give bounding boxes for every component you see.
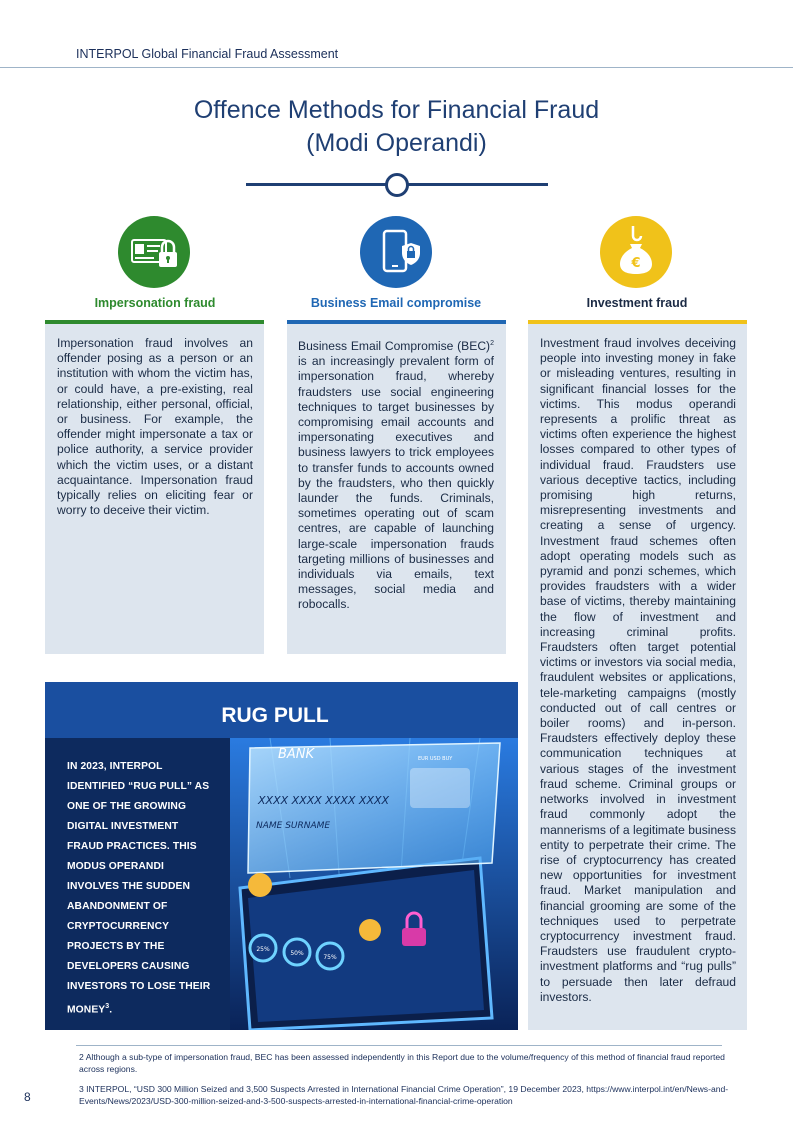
phone-shield-icon [360, 216, 432, 288]
page-title-line-2: (Modi Operandi) [306, 129, 487, 157]
bec-text-start: Business Email Compromise (BEC) [298, 339, 491, 354]
money-bag-hook-icon [600, 216, 672, 288]
card-number-text: XXXX XXXX XXXX XXXX [258, 794, 390, 807]
rug-pull-text-end: . [109, 1004, 113, 1016]
title-ornament-left [246, 183, 386, 186]
bec-text [298, 336, 494, 613]
coin-icon [248, 873, 272, 897]
footnote-ref-2: 2 [490, 340, 494, 347]
footnote-3: 3 INTERPOL, “USD 300 Million Seized and 3,500 Suspects Arrested in International Financial Crime Operation”, 19 December 2023, https://www.interpol.int/en/News-and-Events/News/2023/USD-300-million-seized-and-3-500-suspects-arrested-in-international-financial-crime-operation [79, 1084, 729, 1106]
phone-card-illustration [230, 738, 518, 1030]
id-card-lock-icon [118, 216, 190, 288]
dial-label-50: 50% [290, 950, 304, 957]
bec-text-rest: is an increasingly prevalent form of impersonation fraud, whereby fraudsters use social engineering techniques to target businesses by compromising email accounts and impersonating executives and business lawyers to trick employees to transfer funds to accounts owned by the fraudsters, who then quickly launder the funds. Criminals, sometimes operating out of scam centres, are capable of launching large-scale impersonation frauds targeting millions of businesses and individuals via emails, text messages, social media and robocalls. [298, 354, 494, 612]
title-ornament-right [405, 183, 548, 186]
dial-label-75: 75% [323, 954, 337, 961]
card-tag-text: EUR USD BUY [418, 756, 453, 762]
card-bank-text: BANK [278, 747, 315, 762]
investment-fraud-text: Investment fraud involves deceiving people into investing money in fake or misleading ventures, resulting in significant financial losses for the victims. This modus operandi represents a prolific threat as victims often experience the highest losses compared to other types of individual fraud. Fraudsters use various deceptive tactics, including promising high returns, misrepresenting investments and creating a sense of urgency. Investment fraud schemes often adopt operating models such as pyramid and ponzi schemes, which provides fraudsters with a wider base of victims, thereby maintaining the flow of investment and increasing criminal profits. Fraudsters often target potential victims or investors via social media, fraudulent websites or applications, tele-marketing campaigns (mostly conducted out of call centres or boiler rooms) and in-person. Fraudsters effectively deploy these communication techniques at various stages of the investment fraud scheme. Criminal groups or networks involved in investment fraud commonly adopt the mannerisms of a legitimate business entity to perpetrate their crime. The rise of cryptocurrency has created new opportunities for investment fraud. Market manipulation and financial grooming are some of the techniques used to perpetrate cryptocurrency investment fraud. Fraudsters use fraudulent crypto-investment platforms and “rug pulls” to persuade then later defraud investors. [540, 336, 736, 1004]
rug-pull-text [67, 757, 215, 1020]
rug-pull-box [45, 682, 518, 1030]
footnote-ref-3: 3 [105, 1003, 110, 1010]
coin-icon [359, 919, 381, 941]
svg-text:€: € [631, 256, 641, 271]
running-header: INTERPOL Global Financial Fraud Assessment [76, 47, 339, 61]
investment-fraud-label: Investment fraud [586, 296, 688, 310]
bec-label: Business Email compromise [310, 296, 482, 310]
impersonation-fraud-label: Impersonation fraud [94, 296, 216, 310]
page-number: 8 [24, 1090, 31, 1104]
rug-pull-title: RUG PULL [221, 704, 329, 727]
header-divider [0, 67, 793, 68]
page-title [0, 94, 793, 160]
card-name-text: NAME SURNAME [256, 821, 331, 831]
rug-pull-text-main: IN 2023, INTERPOL IDENTIFIED “RUG PULL” AS ONE OF THE GROWING DIGITAL INVESTMENT FRAUD PRACTICES. THIS MODUS OPERANDI INVOLVES THE SUDDEN ABANDONMENT OF CRYPTOCURRENCY PROJECTS BY THE DEVELOPERS CAUSING INVESTORS TO LOSE THEIR MONEY [67, 761, 211, 1016]
page-title-line-1: Offence Methods for Financial Fraud [193, 96, 600, 124]
title-ornament-circle [385, 173, 409, 197]
impersonation-fraud-text: Impersonation fraud involves an offender posing as a person or an institution with whom the victim has, or could have, a pre-existing, real relationship, either personal, official, or business. For example, the offender might impersonate a tax or police authority, a service provider which the victim uses, or a distant acquaintance. Impersonation fraud typically relies on eliciting fear or worry to deceive their victim. [57, 336, 253, 518]
footnote-2: 2 Although a sub-type of impersonation fraud, BEC has been assessed independently in this Report due to the volume/frequency of this method of financial fraud reported across regions. [79, 1052, 725, 1074]
footnote-divider [76, 1045, 722, 1046]
dial-label-25: 25% [256, 946, 270, 953]
